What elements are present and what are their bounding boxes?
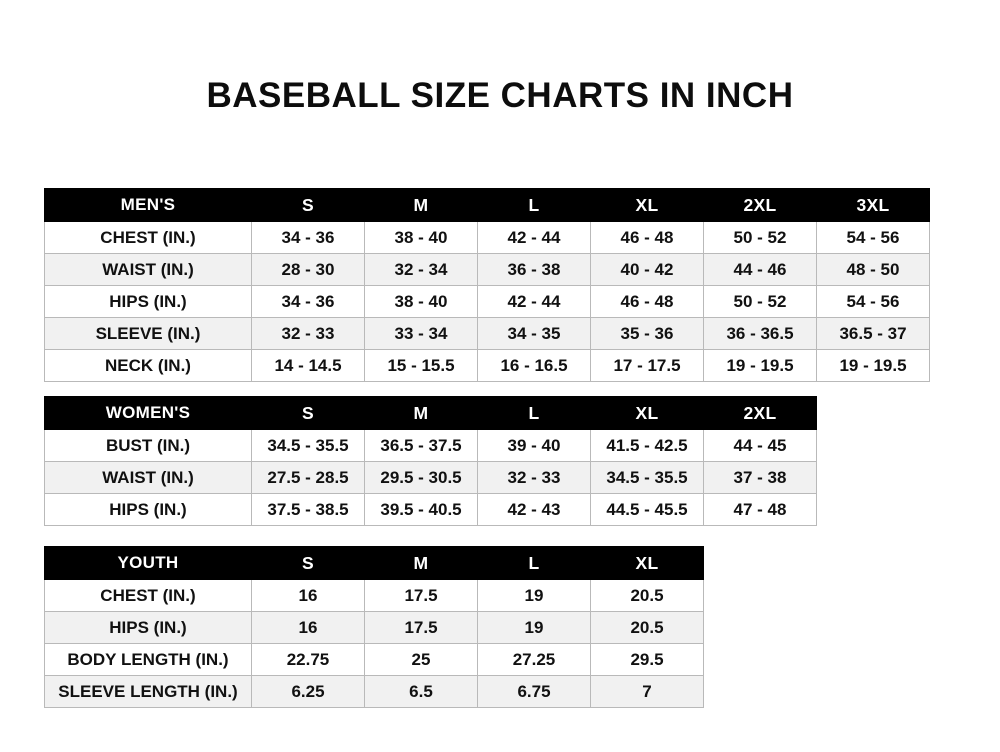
- table-header-row: [45, 397, 817, 430]
- table-cell: 46 - 48: [591, 222, 704, 254]
- table-cell: 19: [478, 612, 591, 644]
- page-title: BASEBALL SIZE CHARTS IN INCH: [206, 76, 794, 115]
- table-cell: 44 - 45: [704, 430, 817, 462]
- table-cell: 44 - 46: [704, 254, 817, 286]
- row-label: NECK (IN.): [45, 350, 252, 382]
- column-header: L: [478, 397, 591, 430]
- column-header: L: [478, 547, 591, 580]
- mens-size-chart: [44, 188, 930, 382]
- row-label: HIPS (IN.): [45, 612, 252, 644]
- table-cell: 37.5 - 38.5: [252, 494, 365, 526]
- column-header: WOMEN'S: [45, 397, 252, 430]
- table-cell: 34.5 - 35.5: [252, 430, 365, 462]
- table-row: [45, 254, 930, 286]
- table-cell: 36 - 38: [478, 254, 591, 286]
- table-cell: 54 - 56: [817, 286, 930, 318]
- table-cell: 28 - 30: [252, 254, 365, 286]
- table-cell: 32 - 34: [365, 254, 478, 286]
- table-cell: 27.25: [478, 644, 591, 676]
- row-label: CHEST (IN.): [45, 580, 252, 612]
- row-label: SLEEVE LENGTH (IN.): [45, 676, 252, 708]
- table-cell: 41.5 - 42.5: [591, 430, 704, 462]
- table-cell: 37 - 38: [704, 462, 817, 494]
- table-cell: 39 - 40: [478, 430, 591, 462]
- table-cell: 29.5 - 30.5: [365, 462, 478, 494]
- table-cell: 34 - 36: [252, 286, 365, 318]
- table-cell: 6.25: [252, 676, 365, 708]
- youth-size-table: [44, 546, 704, 708]
- column-header: XL: [591, 397, 704, 430]
- table-cell: 14 - 14.5: [252, 350, 365, 382]
- table-row: [45, 494, 817, 526]
- table-cell: 54 - 56: [817, 222, 930, 254]
- mens-size-table: [44, 188, 930, 382]
- column-header: M: [365, 189, 478, 222]
- table-row: [45, 676, 704, 708]
- column-header: S: [252, 189, 365, 222]
- table-cell: 36.5 - 37: [817, 318, 930, 350]
- table-cell: 33 - 34: [365, 318, 478, 350]
- row-label: HIPS (IN.): [45, 286, 252, 318]
- table-row: [45, 580, 704, 612]
- table-cell: 36.5 - 37.5: [365, 430, 478, 462]
- table-row: [45, 462, 817, 494]
- table-cell: 16 - 16.5: [478, 350, 591, 382]
- row-label: BODY LENGTH (IN.): [45, 644, 252, 676]
- table-cell: 32 - 33: [478, 462, 591, 494]
- column-header: 3XL: [817, 189, 930, 222]
- row-label: HIPS (IN.): [45, 494, 252, 526]
- table-cell: 50 - 52: [704, 222, 817, 254]
- column-header: S: [252, 397, 365, 430]
- youth-size-chart: [44, 546, 704, 708]
- table-cell: 19: [478, 580, 591, 612]
- table-header-row: [45, 547, 704, 580]
- table-cell: 27.5 - 28.5: [252, 462, 365, 494]
- table-row: [45, 286, 930, 318]
- table-cell: 15 - 15.5: [365, 350, 478, 382]
- table-cell: 7: [591, 676, 704, 708]
- table-cell: 20.5: [591, 612, 704, 644]
- column-header: YOUTH: [45, 547, 252, 580]
- table-cell: 20.5: [591, 580, 704, 612]
- column-header: 2XL: [704, 397, 817, 430]
- table-cell: 39.5 - 40.5: [365, 494, 478, 526]
- table-cell: 38 - 40: [365, 222, 478, 254]
- table-cell: 34.5 - 35.5: [591, 462, 704, 494]
- table-cell: 32 - 33: [252, 318, 365, 350]
- row-label: SLEEVE (IN.): [45, 318, 252, 350]
- table-row: [45, 644, 704, 676]
- table-row: [45, 350, 930, 382]
- table-row: [45, 612, 704, 644]
- table-cell: 29.5: [591, 644, 704, 676]
- row-label: BUST (IN.): [45, 430, 252, 462]
- table-row: [45, 222, 930, 254]
- table-cell: 36 - 36.5: [704, 318, 817, 350]
- table-cell: 34 - 36: [252, 222, 365, 254]
- column-header: S: [252, 547, 365, 580]
- table-cell: 42 - 44: [478, 222, 591, 254]
- table-cell: 48 - 50: [817, 254, 930, 286]
- table-row: [45, 430, 817, 462]
- table-cell: 6.75: [478, 676, 591, 708]
- table-cell: 17.5: [365, 580, 478, 612]
- row-label: CHEST (IN.): [45, 222, 252, 254]
- table-cell: 34 - 35: [478, 318, 591, 350]
- womens-size-chart: [44, 396, 817, 526]
- column-header: M: [365, 397, 478, 430]
- table-cell: 6.5: [365, 676, 478, 708]
- table-cell: 17.5: [365, 612, 478, 644]
- womens-size-table: [44, 396, 817, 526]
- table-row: [45, 318, 930, 350]
- column-header: XL: [591, 547, 704, 580]
- row-label: WAIST (IN.): [45, 254, 252, 286]
- table-cell: 22.75: [252, 644, 365, 676]
- column-header: M: [365, 547, 478, 580]
- table-cell: 35 - 36: [591, 318, 704, 350]
- table-cell: 42 - 43: [478, 494, 591, 526]
- column-header: L: [478, 189, 591, 222]
- table-cell: 50 - 52: [704, 286, 817, 318]
- column-header: XL: [591, 189, 704, 222]
- row-label: WAIST (IN.): [45, 462, 252, 494]
- table-cell: 47 - 48: [704, 494, 817, 526]
- column-header: MEN'S: [45, 189, 252, 222]
- table-cell: 42 - 44: [478, 286, 591, 318]
- table-cell: 40 - 42: [591, 254, 704, 286]
- table-cell: 19 - 19.5: [704, 350, 817, 382]
- column-header: 2XL: [704, 189, 817, 222]
- table-cell: 46 - 48: [591, 286, 704, 318]
- table-cell: 16: [252, 580, 365, 612]
- table-header-row: [45, 189, 930, 222]
- table-cell: 25: [365, 644, 478, 676]
- table-cell: 44.5 - 45.5: [591, 494, 704, 526]
- table-cell: 38 - 40: [365, 286, 478, 318]
- table-cell: 16: [252, 612, 365, 644]
- table-cell: 19 - 19.5: [817, 350, 930, 382]
- table-cell: 17 - 17.5: [591, 350, 704, 382]
